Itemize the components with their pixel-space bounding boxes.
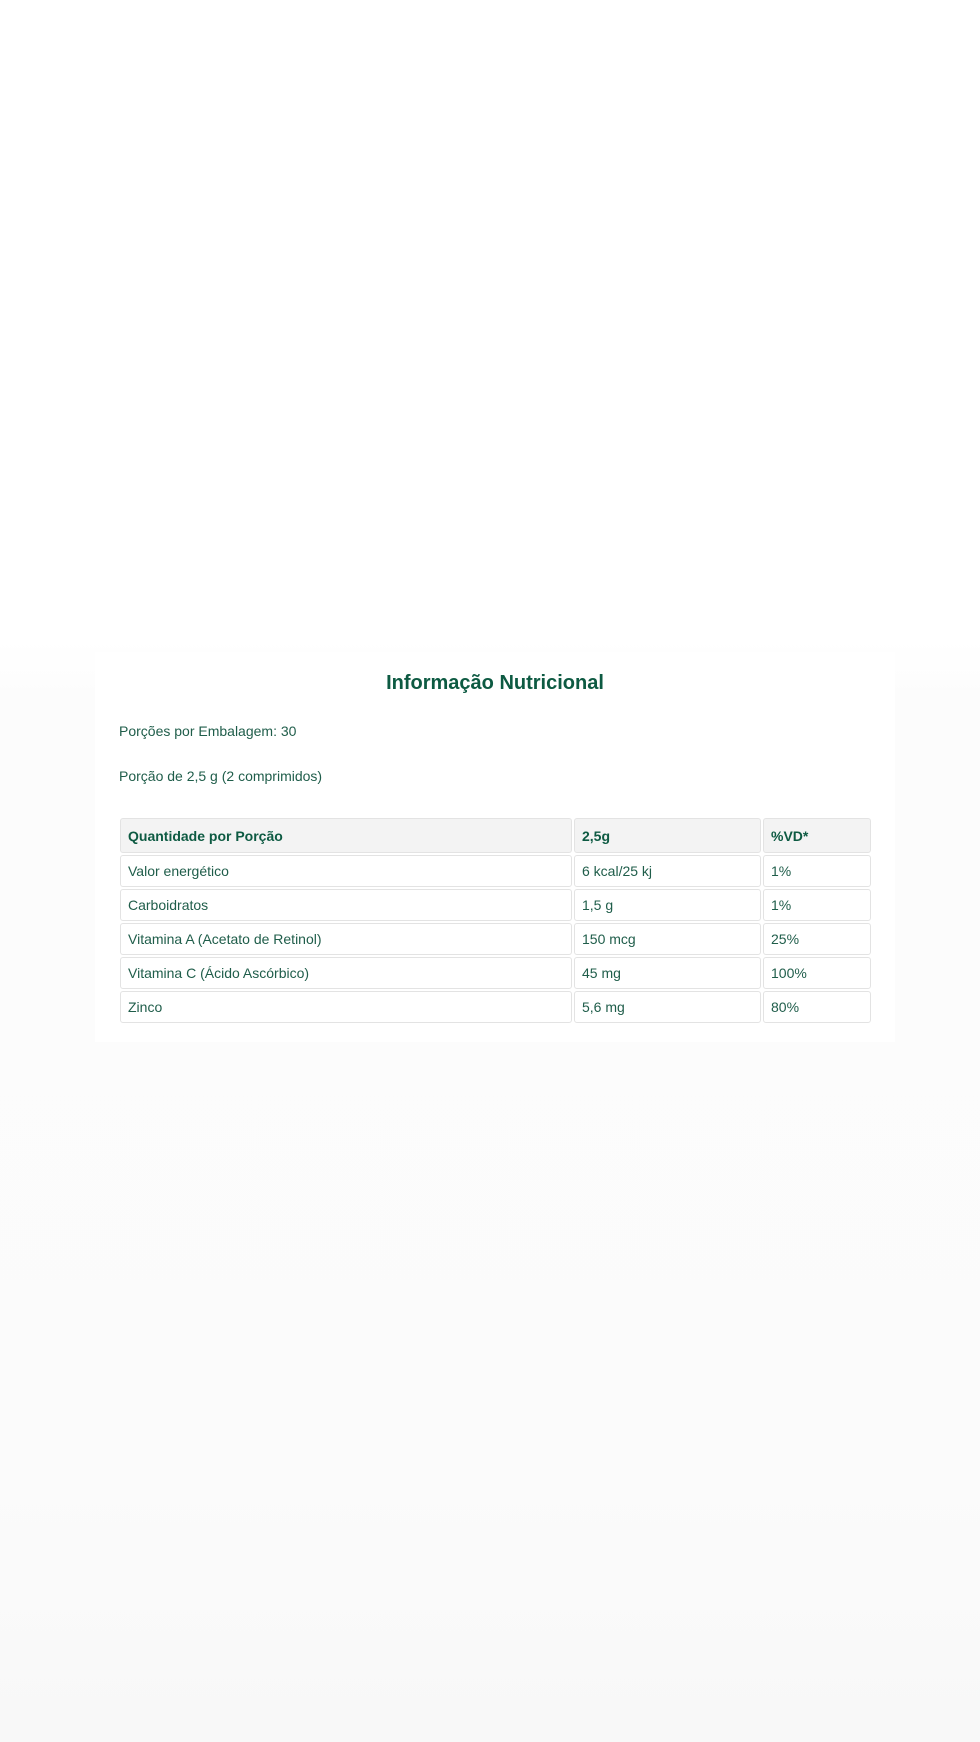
nutrient-daily-value: 100% (763, 957, 871, 989)
nutrient-amount: 6 kcal/25 kj (574, 855, 761, 887)
table-row (120, 957, 871, 989)
header-quantity-per-portion: Quantidade por Porção (120, 818, 572, 853)
nutrient-daily-value: 25% (763, 923, 871, 955)
table-row (120, 889, 871, 921)
servings-per-package: Porções por Embalagem: 30 (119, 723, 297, 739)
nutrition-table (118, 816, 873, 1025)
header-portion-amount: 2,5g (574, 818, 761, 853)
nutrient-name: Valor energético (120, 855, 572, 887)
header-daily-value: %VD* (763, 818, 871, 853)
nutrition-title: Informação Nutricional (386, 672, 604, 694)
portion-size: Porção de 2,5 g (2 comprimidos) (119, 768, 323, 784)
nutrition-facts-card (95, 652, 895, 1042)
nutrient-name: Vitamina A (Acetato de Retinol) (120, 923, 572, 955)
nutrient-name: Zinco (120, 991, 572, 1023)
nutrient-amount: 5,6 mg (574, 991, 761, 1023)
table-row (120, 991, 871, 1023)
table-header-row (120, 818, 871, 853)
table-row (120, 855, 871, 887)
nutrient-daily-value: 1% (763, 889, 871, 921)
nutrient-amount: 45 mg (574, 957, 761, 989)
nutrient-amount: 1,5 g (574, 889, 761, 921)
nutrient-amount: 150 mcg (574, 923, 761, 955)
table-row (120, 923, 871, 955)
nutrient-daily-value: 1% (763, 855, 871, 887)
nutrient-daily-value: 80% (763, 991, 871, 1023)
nutrient-name: Carboidratos (120, 889, 572, 921)
nutrient-name: Vitamina C (Ácido Ascórbico) (120, 957, 572, 989)
